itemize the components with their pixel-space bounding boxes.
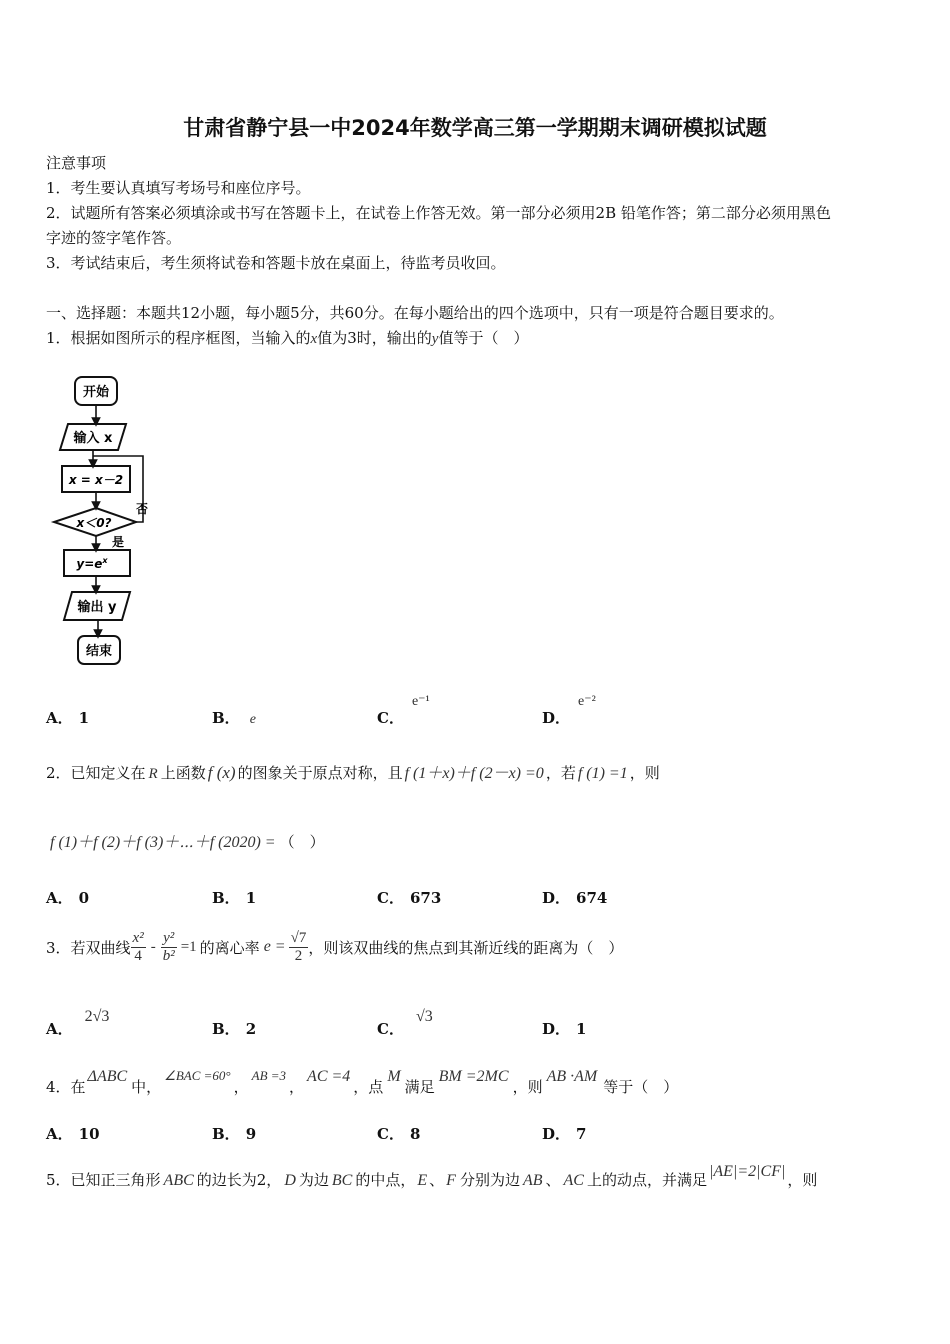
q2-option-b[interactable]: B． 1 xyxy=(212,889,257,907)
q2-option-d[interactable]: D． 674 xyxy=(542,889,608,907)
notice-item: 2．试题所有答案必须填涂或书写在答题卡上，在试卷上作答无效。第一部分必须用2B 铅笔作答；第二部分必须用黑色 xyxy=(46,204,831,222)
notice-heading: 注意事项 xyxy=(46,154,107,172)
question-5: 5．已知正三角形 ABC 的边长为2， D 为边 BC 的中点， E 、 F 分别为边 AB 、 AC 上的动点，并满足 |AE|=2|CF| ，则 xyxy=(46,1163,818,1189)
q3-option-b[interactable]: B． 2 xyxy=(212,1020,257,1038)
flow-end-label: 结束 xyxy=(85,644,113,659)
q1-option-c[interactable]: C．e⁻¹ xyxy=(377,694,430,727)
flow-assign-label: x = x－2 xyxy=(68,473,124,487)
page-title: 甘肃省静宁县一中2024年数学高三第一学期期末调研模拟试题 xyxy=(183,116,767,140)
q1-option-d[interactable]: D．e⁻² xyxy=(542,694,596,727)
q3-option-c[interactable]: C．√3 xyxy=(377,1008,433,1038)
flow-yes-label: 是 xyxy=(112,535,125,549)
notice-item: 3．考试结束后，考生须将试卷和答题卡放在桌面上，待监考员收回。 xyxy=(46,254,506,272)
flowchart xyxy=(48,370,158,670)
q3-frac-y: $\frac{\text{y²}}{\text{b²}}$ xyxy=(162,929,175,964)
flow-condition-label: x＜0? xyxy=(76,516,112,530)
q1-text-mid: 值为3时，输出的 xyxy=(317,329,432,347)
q3-frac-x: $\frac{\text{x²}}{4}$ xyxy=(132,929,144,964)
q1-option-a[interactable]: A． 1 xyxy=(46,709,90,727)
question-1 xyxy=(46,327,528,348)
q2-option-c[interactable]: C． 673 xyxy=(377,889,442,907)
q3-option-d[interactable]: D． 1 xyxy=(542,1020,587,1038)
q1-text-post: 值等于（ ） xyxy=(438,329,529,347)
q1-option-b[interactable]: B． e xyxy=(212,709,256,727)
flow-output-label: 输出 y xyxy=(77,600,117,615)
q2-sum-line: f (1)＋f (2)＋f (3)＋⋯＋f (2020) = （ ） xyxy=(50,833,325,851)
flow-start-label: 开始 xyxy=(82,385,110,400)
flow-input-label: 输入 x xyxy=(73,431,113,446)
flow-calc-label: $y=e^x$ xyxy=(76,556,108,571)
section-heading: 一、选择题：本题共12小题，每小题5分，共60分。在每小题给出的四个选项中，只有一项是符合题目要求的。 xyxy=(46,304,784,322)
q2-option-a[interactable]: A． 0 xyxy=(46,889,90,907)
notice-item: 字迹的签字笔作答。 xyxy=(46,229,182,247)
q3-option-a[interactable]: A．2√3 xyxy=(46,1008,110,1038)
q1-var-x: x xyxy=(310,331,318,347)
notice-item: 1．考生要认真填写考场号和座位序号。 xyxy=(46,179,311,197)
q3-frac-e: $\frac{√7}{2}$ xyxy=(290,929,307,964)
question-3: 3．若双曲线 $\frac{\text{x²}}{4}$ - $\frac{\text{y²}}{\text{b²}}$ =1 的离心率 e = $\frac{√7}{2}$ ，则该双曲线的焦点到其渐近线的距离为（ ） xyxy=(46,929,624,964)
q4-option-c[interactable]: C． 8 xyxy=(377,1125,421,1143)
flow-no-label: 否 xyxy=(136,502,149,516)
q4-option-b[interactable]: B． 9 xyxy=(212,1125,257,1143)
q4-option-a[interactable]: A． 10 xyxy=(46,1125,100,1143)
question-2: 2．已知定义在 R 上函数 f (x) 的图象关于原点对称，且 f (1＋x)＋f (2－x) =0 ，若 f (1) =1 ，则 xyxy=(46,763,660,782)
question-4: 4．在ΔABC中，∠BAC =60°，AB =3，AC =4，点M满足BM =2MC，则AB ·AM等于（ ） xyxy=(46,1068,679,1096)
q1-var-y: y xyxy=(431,331,439,347)
q1-text-pre: 1．根据如图所示的程序框图，当输入的 xyxy=(46,329,311,347)
q4-option-d[interactable]: D． 7 xyxy=(542,1125,587,1143)
